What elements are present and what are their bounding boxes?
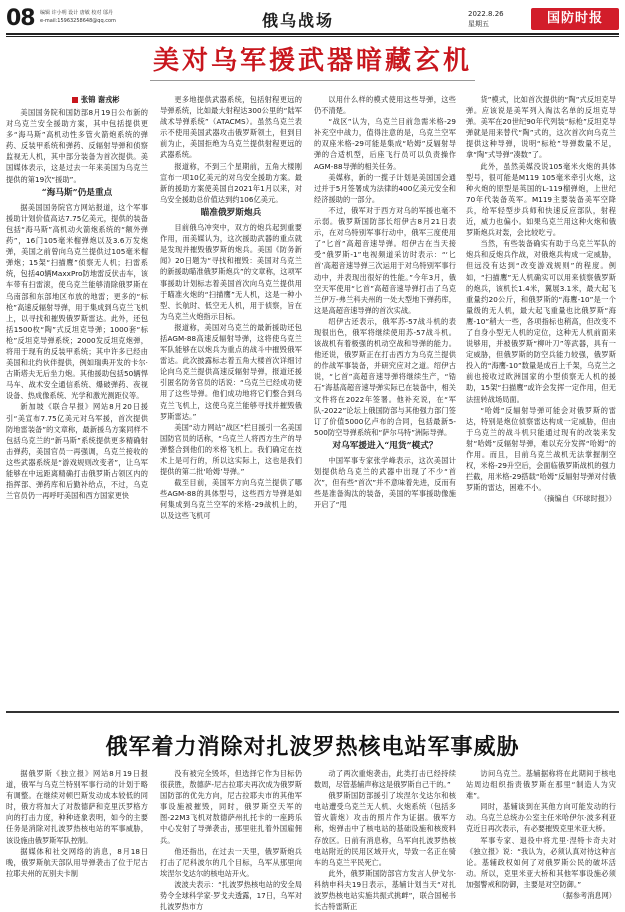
paragraph: 美媒称，新的一揽子计划是美国国会通过并于5月签署成为法律的400亿美元安全和经济援助的一部分。 (314, 172, 456, 204)
paragraph: 报道称，美国对乌克兰的最新援助还包括AGM-88高速反辐射导弹，这将使乌克兰军队能够在以炮兵为重点的战斗中摧毁俄军雷达。此次披露标志着五角大楼首次详细讨论向乌克兰提供高速反辐射导弹，报道还援引匿名防务官员的话说：“乌克兰已经成功使用了这些导弹。他们成功地将它们整合到乌克兰飞机上，这使乌克兰能够寻找并摧毁俄罗斯雷达。” (160, 322, 302, 421)
paragraph: 访问乌克兰。基辅据称将在此期间于核电站周边组织指责俄罗斯在那里“制造人为灾难”。 (466, 769, 616, 801)
paragraph: 此外，虽然美媒没说105毫米火炮的具体型号，很可能是M119 105毫米牵引火炮，这种火炮的原型是英国的L-119榴弹炮，上世纪70年代装备英军。M119主要装备美军空降兵，给军轻型步兵师和快速反应部队，射程近，威力也偏小。如果乌克兰用这种火炮和俄罗斯炮兵对轰，会比较吃亏。 (466, 161, 616, 238)
article1-headline: 美对乌军援武器暗藏玄机 (152, 46, 472, 76)
paragraph: 当然，有些装备确实有助于乌克兰军队的炮兵和反炮兵作战，对俄炮兵构成一定威胁，但远没有达到“改变游戏规则”的程度。例如，“扫描鹰”无人机确实可以用来侦察俄罗斯的炮兵，该机长1.4米，翼展3.1米，最大起飞重量约20公斤，和俄罗斯的“海鹰-10”是一个量级的无人机，最大起飞重量也比俄罗斯“海鹰-10”稍大一些，各项指标也稍高，但改变不了自身小型无人机的定位，这种无人机前面来说够用，并被俄罗斯“柳叶刀”等武器，具有一定威胁，但俄罗斯的防空兵能力较强，俄罗斯投入的“海鹰-10”数量是成百上千架，乌克兰之前也接收过欧洲国家的小型侦察无人机的援助，15架“扫描鹰”或许会发挥一定作用，但无法扭转战场局面。 (466, 239, 616, 404)
article2-column-4 (466, 768, 616, 901)
paragraph: 动了两次重炮袭击，此类打击已经持续数周，尽管基辅声称这是俄罗斯自己干的。” (314, 769, 456, 790)
article2-column-3 (314, 768, 456, 912)
article1-source: （摘编自《环球时报》） (539, 494, 616, 504)
subheading: “海马斯”仍是重点 (41, 187, 113, 198)
paragraph: 此外，俄罗斯国防部官方发言人伊戈尔·科纳申科夫19日表示，基辅计划当天“对扎波罗热核电站实施共振式挑衅”，联合国秘书长古特雷斯正 (314, 868, 456, 912)
paragraph: 俄罗斯国防部援引了埃涅尔戈达尔和核电站遭受乌克兰无人机、火炮系统（包括多管火箭炮）攻击的照片作为证据。俄军方称，炮弹击中了核电站的基础设施和核废料存放区。日前有消息称，乌军向扎波罗热核电站附近的民用区域开火，导致一名正在骑车的乌克兰平民死亡。 (314, 791, 456, 867)
paragraph: 美国“动力网站”战区”栏目援引一名美国国防官员的话称，“乌克兰人将西方生产的导弹整合到他们的米格飞机上。我们确定在技术上是可行的，所以这实际上，这也是我们提供的第二批‘哈姆’导弹。” (160, 422, 302, 477)
paragraph: 绍伊古还表示，俄军苏-57战斗机的表现很出色，俄军将继续使用苏-57战斗机。该战机有着极强的机动空战和导弹的能力。他还说，俄罗斯正在打击西方为乌克兰提供的作战军事装备，并研究应对之道。绍伊古说，“匕首”高超音速导弹将继续生产，“锆石”海基高超音速导弹实际已在装备中，相关文件将在2022年签署。他补充说，在“军队-2022”论坛上俄国防部与其他强力部门签订了价值5000亿卢布的合同，包括最新5-500防空导弹系统和“萨尔马特”洲际导弹。 (314, 316, 456, 437)
newspaper-logo: 国防时报 (531, 8, 619, 30)
article2-headline: 俄军着力消除对扎波罗热核电站军事威胁 (105, 734, 520, 760)
article1-column-2 (160, 94, 302, 707)
byline-square-icon (72, 97, 78, 103)
subheading: 瞄准俄罗斯炮兵 (200, 207, 262, 218)
issue-date: 2022.8.26 (468, 10, 504, 18)
paragraph: 据媒体和社交网络的消息，8月18日晚，俄罗斯航天部队用导弹袭击了位于尼古拉耶夫州的瓦别夫卡制 (6, 846, 148, 878)
paragraph: 据美国国务院官方网站报道，这个军事援助计划价值高达7.75亿美元，提供的装备包括“海马斯”高机动火箭炮系统的“额外弹药”，16门105毫米榴弹炮以及3.6万发炮弹，美国之前曾向乌克兰提供过105毫米榴弹炮；15架“扫描鹰”侦察无人机；扫雷系统，包括40辆MaxxPro防地雷反伏击车，该车带有扫雷滚，使乌克兰能够清除俄罗斯在乌南部和东部地区布放的地雷；更多的“标枪”高速反辐射导弹，用于集成到乌克兰飞机上，以寻找和摧毁俄罗斯雷达。此外，还包括1500枚“陶”式反坦克导弹；1000套“标枪”反坦克导弹系统；2000发反坦克炮弹，将用于现有的反装甲系统；其中许多已经由美国和北约伙伴提供，例如瑞典开发的卡尔·古斯塔夫无后坐力炮。其他援助包括50辆悍马车、战术安全通信系统、爆破弹药、夜视设备、热成像系统、光学和激光测距仪等。 (6, 202, 148, 401)
source-note: （据参考消息网） (558, 891, 616, 901)
paragraph: 军事专家、退役中将尤里·涅特卡奇夫对《独立报》说：“我认为，必须认真对待这种言论。基辅政权如何了对俄罗斯公民的破坏活动。所以，克里米亚大桥和其他军事设施必须加强警戒和防御，主要是对空防御。” (466, 835, 616, 889)
editors-info (40, 9, 116, 25)
paragraph: 中国军事专家张学峰表示，这次美国计划提供给乌克兰的武器中出现了不少“首次”，但有些“首次”并不意味着先进，反而有些是准备淘汰的装备，美国的军事援助像施开启了“甩 (314, 456, 456, 510)
paragraph: 截至目前，美国军方向乌克兰提供了哪些AGM-88的具体型号，这些西方导弹是如何集成到乌克兰空军的米格-29战机上的，以及这些飞机可 (160, 478, 302, 521)
article2-column-1 (6, 768, 148, 878)
date-box (468, 9, 504, 29)
paragraph: 更多地提供武器系统，包括射程更远的导弹系统，比如最大射程达300公里的“陆军战术导弹系统”（ATACMS）。虽然乌克兰表示不使用美国武器攻击俄罗斯领土，但到目前为止，美国拒绝为乌克兰提供射程更远的武器系统。 (160, 95, 302, 160)
header-rule-thin (6, 36, 619, 37)
paragraph: 报道称，不到三个星期前，五角大楼刚宣布一项10亿美元的对乌安全援助方案。最新的援助方案使美国自2021年1月以来，对乌安全援助总价值达到约106亿美元。 (160, 161, 302, 204)
page-number: 08 (6, 6, 35, 31)
paragraph: 不过，俄军对于西方对乌的军援也毫不示弱。俄罗斯国防部长绍伊古8月21日表示，在对乌特别军事行动中，俄军三度使用了“匕首”高超音速导弹。绍伊古在当天接受“俄罗斯-1”电视频道采访时表示：“‘匕首’高超音速导弹三次运用于对乌特别军事行动中，并表现出很好的性能。”今年3月，俄空天军使用“匕首”高超音速导弹打击了乌克兰伊万-弗兰科夫州的一处大型地下弹药库，这是高超音速导弹的首次实战。 (314, 205, 456, 315)
headline-rule (150, 80, 475, 81)
header-rule (6, 33, 619, 35)
paragraph: 同时，基辅谈到在其他方向可能发动的行动。乌克兰总统办公室主任米哈伊尔·波多利亚克近日再次表示，有必要摧毁克里米亚大桥。 (466, 802, 616, 834)
paragraph: “哈姆”反辐射导弹可能会对俄罗斯的雷达，特别是炮位侦察雷达构成一定威胁，但由于乌克兰的战斗机只能通过现有的改装来发射“哈姆”反辐射导弹，难以充分发挥“哈姆”的作用。而且，目前乌克兰战机无法掌握制空权，米格-29升空后，会面临俄罗斯战机的强力拦截，用米格-29搭载“哈姆”反辐射导弹对付俄罗斯的雷达，困难不小。 (466, 405, 616, 493)
paragraph: 波波夫表示：“扎波罗热核电站的安全局势令全球科学家·罗戈夫透露，17日，乌军对扎波罗热市方 (160, 879, 302, 912)
article-separator (6, 711, 619, 713)
article1-byline (72, 95, 119, 105)
paragraph: 据俄罗斯《独立报》网站8月19日报道，俄军与乌克兰特别军事行动的计划于略有调整。在继续对顿巴斯发动成本较低的同时，俄方将加大了对敖德萨和克里沃罗格方向的打击力度，种种迹象表明，如今的主要任务是消除对扎波罗热核电站的军事威胁，该设施由俄罗斯军队控制。 (6, 769, 148, 845)
issue-weekday: 星期五 (468, 20, 489, 28)
subheading: 对乌军援进入“甩货”模式？ (332, 440, 438, 451)
article1-column-3 (314, 94, 456, 707)
paragraph: 新加坡《联合早报》网站8月20日援引“美宣布7.75亿美元对乌军援，首次提供防地雷装备”的文章称，最新援乌方案同样不包括乌克兰的“新马斯”系统提供更多精确射击弹药，美国官员一再强调，乌克兰接收的这些武器系统是“游戏规则改变者”，让乌军能够在中远距离精确打击俄罗斯占领区内的指挥部、弹药库和后勤补给点，不过，乌克兰官员仍一再呼吁美国和西方国家更快 (6, 402, 148, 501)
paragraph: 目前俄乌冲突中，双方的炮兵起到重要作用，而美媒认为，这次援助武器的重点就是发现并摧毁俄罗斯的炮兵。美国《防务新闻》20日题为“寻找和摧毁：美国对乌克兰的新援助瞄准俄罗斯炮兵”的文章称，这项军事援助计划标志着美国首次向乌克兰提供用于瞄准火炮的“扫描鹰”无人机，这是一种小型、长航时、低空无人机，用于侦察，旨在为乌克兰火炮指示目标。 (160, 223, 302, 321)
paragraph: 以用什么样的模式使用这些导弹，这些仍不清楚。 (314, 95, 456, 116)
section-title: 俄乌战场 (262, 11, 335, 30)
article2-column-2 (160, 768, 302, 912)
article1-column-4 (466, 94, 616, 707)
byline-authors: 张锦 谢戎彬 (81, 95, 120, 104)
editor-email: e-mail:15963258648@qq.com (40, 18, 116, 24)
paragraph: “战区”认为，乌克兰目前急需米格-29补充空中战力，值得注意的是，乌克兰空军的双座米格-29可能是集成“哈姆”反辐射导弹的合适机型，后座飞行员可以负责操作AGM-88导弹的相关任务。 (314, 117, 456, 171)
article1-column-1 (6, 107, 148, 707)
paragraph: 美国国务院和国防部8月19日公布新的对乌克兰安全援助方案，其中包括提供更多“海马斯”高机动性多管火箭炮系统的弹药、反装甲系统和弹药、反辐射导弹和侦察监视无人机，其中部分装备为首次提供。美国媒体表示，这是过去一年来美国为乌克兰提供的第19次“援助”。 (6, 108, 148, 184)
paragraph: 没有被完全毁坏，但选择它作为目标仍很获胜，敖德萨-尼古拉耶夫再次成为俄罗斯国防部的优先方向，尼古拉耶夫市的其他军事设施被摧毁，同时，俄罗斯空天军的图-22M3飞机对敖德萨州扎托卡的一座跨乐中心发射了导弹袭击，那里驻扎着外国雇佣兵。 (160, 769, 302, 845)
editors-line: 编辑 许小明 设计 唐敏 校对 邬丹 (40, 10, 113, 16)
paragraph: 货”模式，比如首次提供的“陶”式反坦克导弹。应该说是美军列入淘汰名单的反坦克导弹。美军在20世纪90年代列装“标枪”反坦克导弹就是用来替代“陶”式的，这次首次向乌克兰提供这种导弹，说明“标枪”导弹数量不足，拿“陶”式导弹“凑数”了。 (466, 95, 616, 160)
paragraph: 他还指出，在过去一天里，俄罗斯炮兵打击了尼科波尔的几个目标，乌军从那里向埃涅尔戈达尔的核电站开火。 (160, 846, 302, 878)
